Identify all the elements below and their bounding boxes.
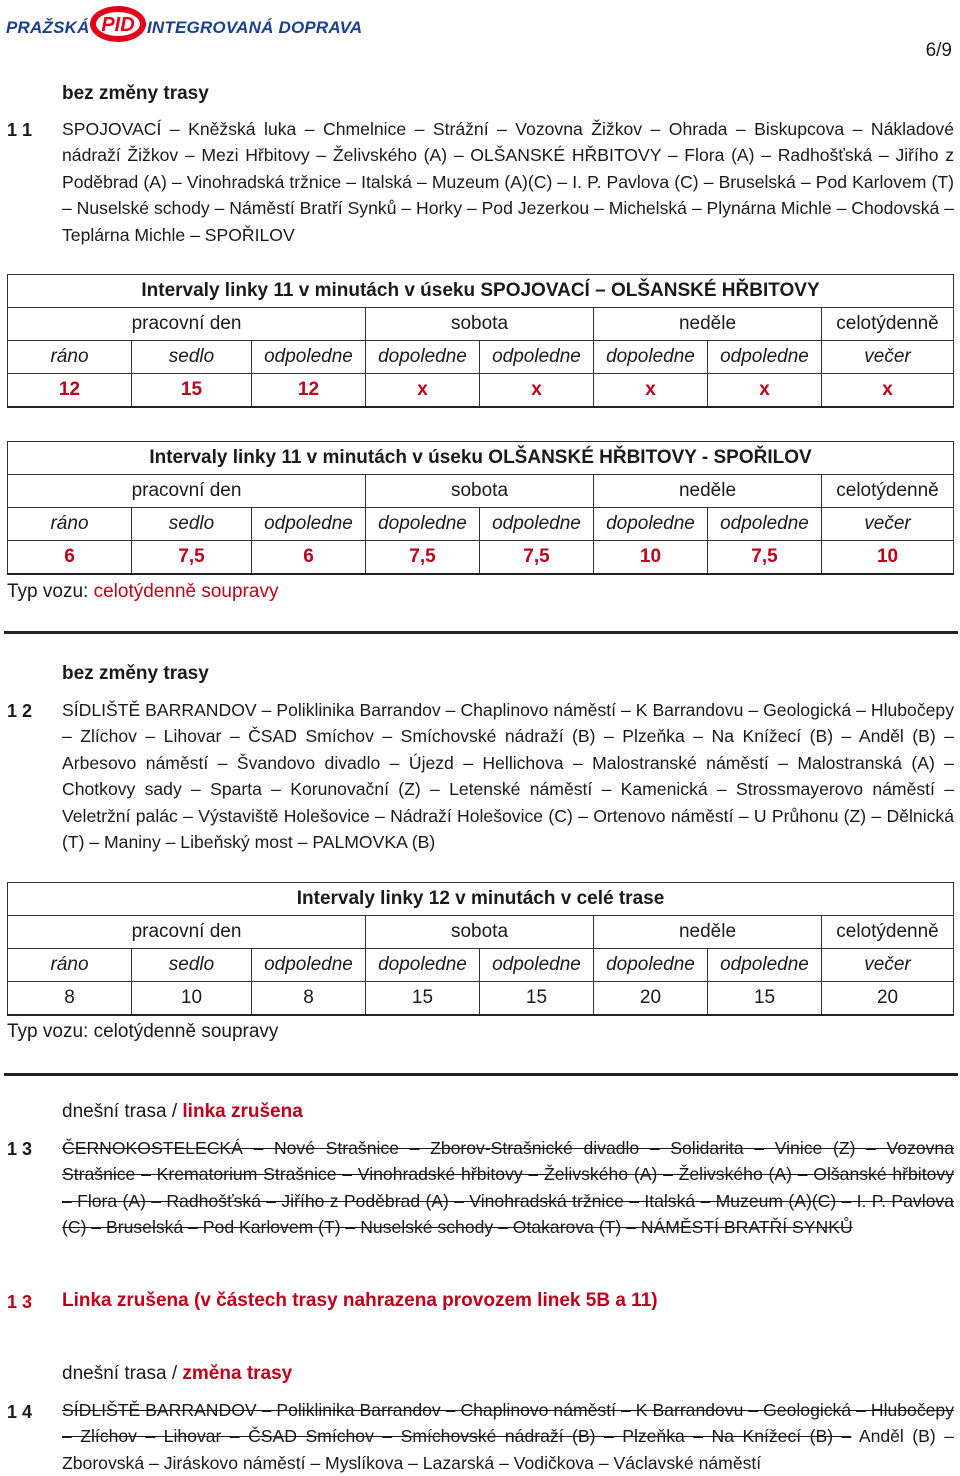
interval-value: 15 [132, 374, 252, 408]
interval-value: 7,5 [480, 541, 594, 575]
line13-number-2: 1 3 [7, 1292, 33, 1312]
sub-header: odpoledne [708, 949, 822, 982]
line14-route [62, 1397, 954, 1476]
line13-cancellation-note: Linka zrušena (v částech trasy nahrazena provozem linek 5B a 11) [62, 1290, 658, 1311]
sub-header: odpoledne [480, 508, 594, 541]
interval-value: x [708, 374, 822, 408]
sub-header: večer [822, 949, 954, 982]
table-title: Intervaly linky 11 v minutách v úseku SPOJOVACÍ – OLŠANSKÉ HŘBITOVY [8, 275, 954, 308]
interval-value: 20 [594, 982, 708, 1016]
sub-header: sedlo [132, 508, 252, 541]
pid-logo-mark-icon [84, 4, 148, 44]
section-divider [4, 1073, 958, 1076]
section-divider [4, 631, 958, 634]
group-header-workday: pracovní den [8, 916, 366, 949]
sub-header: večer [822, 508, 954, 541]
status-prefix: dnešní trasa / [62, 1363, 183, 1384]
vehicle-type-label: Typ vozu: [7, 581, 89, 602]
sub-header: sedlo [132, 341, 252, 374]
logo-text-left: PRAŽSKÁ [6, 18, 90, 37]
line11-number: 1 1 [7, 120, 33, 140]
line12-route: SÍDLIŠTĚ BARRANDOV – Poliklinika Barrandov – Chaplinovo náměstí – K Barrandovu – Geologická – Hlubočepy – Zlíchov – Lihovar – ČSAD Smíchov – Smíchovské nádraží (B) – Plzeňka – Na Knížecí (B) – Anděl (B) – Arbesovo náměstí – Švandovo divadlo – Újezd – Hellichova – Malostranské náměstí – Malostranská (A) – Chotkovy sady – Sparta – Korunovační (Z) – Letenské náměstí – Kamenická – Strossmayerovo náměstí – Veletržní palác – Výstaviště Holešovice – Nádraží Holešovice (C) – Ortenovo náměstí – U Průhonu (Z) – Dělnická (T) – Maniny – Libeňský most – PALMOVKA (B) [62, 700, 954, 853]
group-header-weekly: celotýdenně [822, 308, 954, 341]
line14-status [62, 1363, 292, 1385]
interval-value: 7,5 [132, 541, 252, 575]
group-header-weekly: celotýdenně [822, 475, 954, 508]
interval-value: 15 [366, 982, 480, 1016]
line13-number: 1 3 [7, 1139, 33, 1159]
logo-text-right: INTEGROVANÁ DOPRAVA [147, 18, 363, 37]
sub-header: sedlo [132, 949, 252, 982]
group-header-sunday: neděle [594, 308, 822, 341]
interval-value: 10 [132, 982, 252, 1016]
interval-value: 15 [708, 982, 822, 1016]
interval-value: 7,5 [366, 541, 480, 575]
interval-value: 6 [252, 541, 366, 575]
table-title: Intervaly linky 11 v minutách v úseku OLŠANSKÉ HŘBITOVY - SPOŘILOV [8, 442, 954, 475]
interval-value: 8 [252, 982, 366, 1016]
sub-header: dopoledne [594, 508, 708, 541]
interval-value: 8 [8, 982, 132, 1016]
route-removed-part: SÍDLIŠTĚ BARRANDOV – Poliklinika Barrandov – Chaplinovo náměstí – K Barrandovu – Geologická – Hlubočepy – Zlíchov – Lihovar – ČSAD Smíchov – Smíchovské nádraží (B) – Plzeňka – Na Knížecí (B) – [62, 1400, 954, 1447]
line13-status [62, 1101, 303, 1123]
pid-logo [6, 4, 366, 44]
status-highlight: změna trasy [182, 1363, 293, 1384]
sub-header: dopoledne [366, 949, 480, 982]
sub-header: dopoledne [594, 949, 708, 982]
status-prefix: dnešní trasa / [62, 1101, 183, 1122]
logo-mark-text: PID [101, 14, 135, 36]
interval-value: 10 [594, 541, 708, 575]
sub-header: odpoledne [252, 341, 366, 374]
group-header-saturday: sobota [366, 916, 594, 949]
group-header-workday: pracovní den [8, 308, 366, 341]
line11-vehicle-type [7, 581, 278, 603]
sub-header: dopoledne [594, 341, 708, 374]
group-header-saturday: sobota [366, 308, 594, 341]
sub-header: odpoledne [252, 508, 366, 541]
line12-vehicle-type: Typ vozu: celotýdenně soupravy [7, 1021, 279, 1042]
interval-value: 15 [480, 982, 594, 1016]
group-header-workday: pracovní den [8, 475, 366, 508]
group-header-saturday: sobota [366, 475, 594, 508]
line12-status: bez změny trasy [62, 663, 209, 684]
route-new-part: Anděl (B) – Zborovská – Jiráskovo náměstí – Myslíkova – Lazarská – Vodičkova – Václavské náměstí [62, 1426, 954, 1473]
status-highlight: linka zrušena [182, 1101, 303, 1122]
sub-header: ráno [8, 341, 132, 374]
sub-header: večer [822, 341, 954, 374]
sub-header: odpoledne [480, 949, 594, 982]
sub-header: odpoledne [480, 341, 594, 374]
interval-value: 20 [822, 982, 954, 1016]
line11-interval-table-2 [7, 441, 954, 575]
interval-value: 6 [8, 541, 132, 575]
table-title: Intervaly linky 12 v minutách v celé trase [8, 883, 954, 916]
line12-number: 1 2 [7, 701, 33, 721]
interval-value: x [822, 374, 954, 408]
group-header-sunday: neděle [594, 916, 822, 949]
page-number: 6/9 [925, 40, 952, 61]
vehicle-type-value: celotýdenně soupravy [93, 581, 279, 602]
line12-interval-table [7, 882, 954, 1016]
sub-header: odpoledne [708, 341, 822, 374]
interval-value: x [480, 374, 594, 408]
line11-status: bez změny trasy [62, 83, 209, 104]
line11-interval-table-1 [7, 274, 954, 408]
interval-value: 12 [8, 374, 132, 408]
sub-header: ráno [8, 508, 132, 541]
line14-number: 1 4 [7, 1402, 33, 1422]
interval-value: 10 [822, 541, 954, 575]
interval-value: x [594, 374, 708, 408]
sub-header: ráno [8, 949, 132, 982]
sub-header: dopoledne [366, 341, 480, 374]
sub-header: dopoledne [366, 508, 480, 541]
interval-value: 7,5 [708, 541, 822, 575]
group-header-sunday: neděle [594, 475, 822, 508]
line13-route-cancelled: ČERNOKOSTELECKÁ – Nové Strašnice – Zborov-Strašnické divadlo – Solidarita – Vinice (Z) – Vozovna Strašnice – Krematorium Strašnice – Vinohradské hřbitovy – Želivského (A) – Želivského (A) – Olšanské hřbitovy – Flora (A) – Radhošťská – Jiřího z Poděbrad (A) – Vinohradská tržnice – Italská – Muzeum (A)(C) – I. P. Pavlova (C) – Bruselská – Pod Karlovem (T) – Nuselské schody – Otakarova (T) – NÁMĚSTÍ BRATŘÍ SYNKŮ [62, 1138, 954, 1238]
group-header-weekly: celotýdenně [822, 916, 954, 949]
interval-value: x [366, 374, 480, 408]
sub-header: odpoledne [252, 949, 366, 982]
sub-header: odpoledne [708, 508, 822, 541]
interval-value: 12 [252, 374, 366, 408]
line11-route: SPOJOVACÍ – Kněžská luka – Chmelnice – Strážní – Vozovna Žižkov – Ohrada – Biskupcova – Nákladové nádraží Žižkov – Mezi Hřbitovy – Želivského (A) – OLŠANSKÉ HŘBITOVY – Flora (A) – Radhošťská – Jiřího z Poděbrad (A) – Vinohradská tržnice – Italská – Muzeum (A)(C) – I. P. Pavlova (C) – Bruselská – Pod Karlovem (T) – Nuselské schody – Náměstí Bratří Synků – Horky – Pod Jezerkou – Michelská – Plynárna Michle – Chodovská – Teplárna Michle – SPOŘILOV [62, 119, 954, 245]
